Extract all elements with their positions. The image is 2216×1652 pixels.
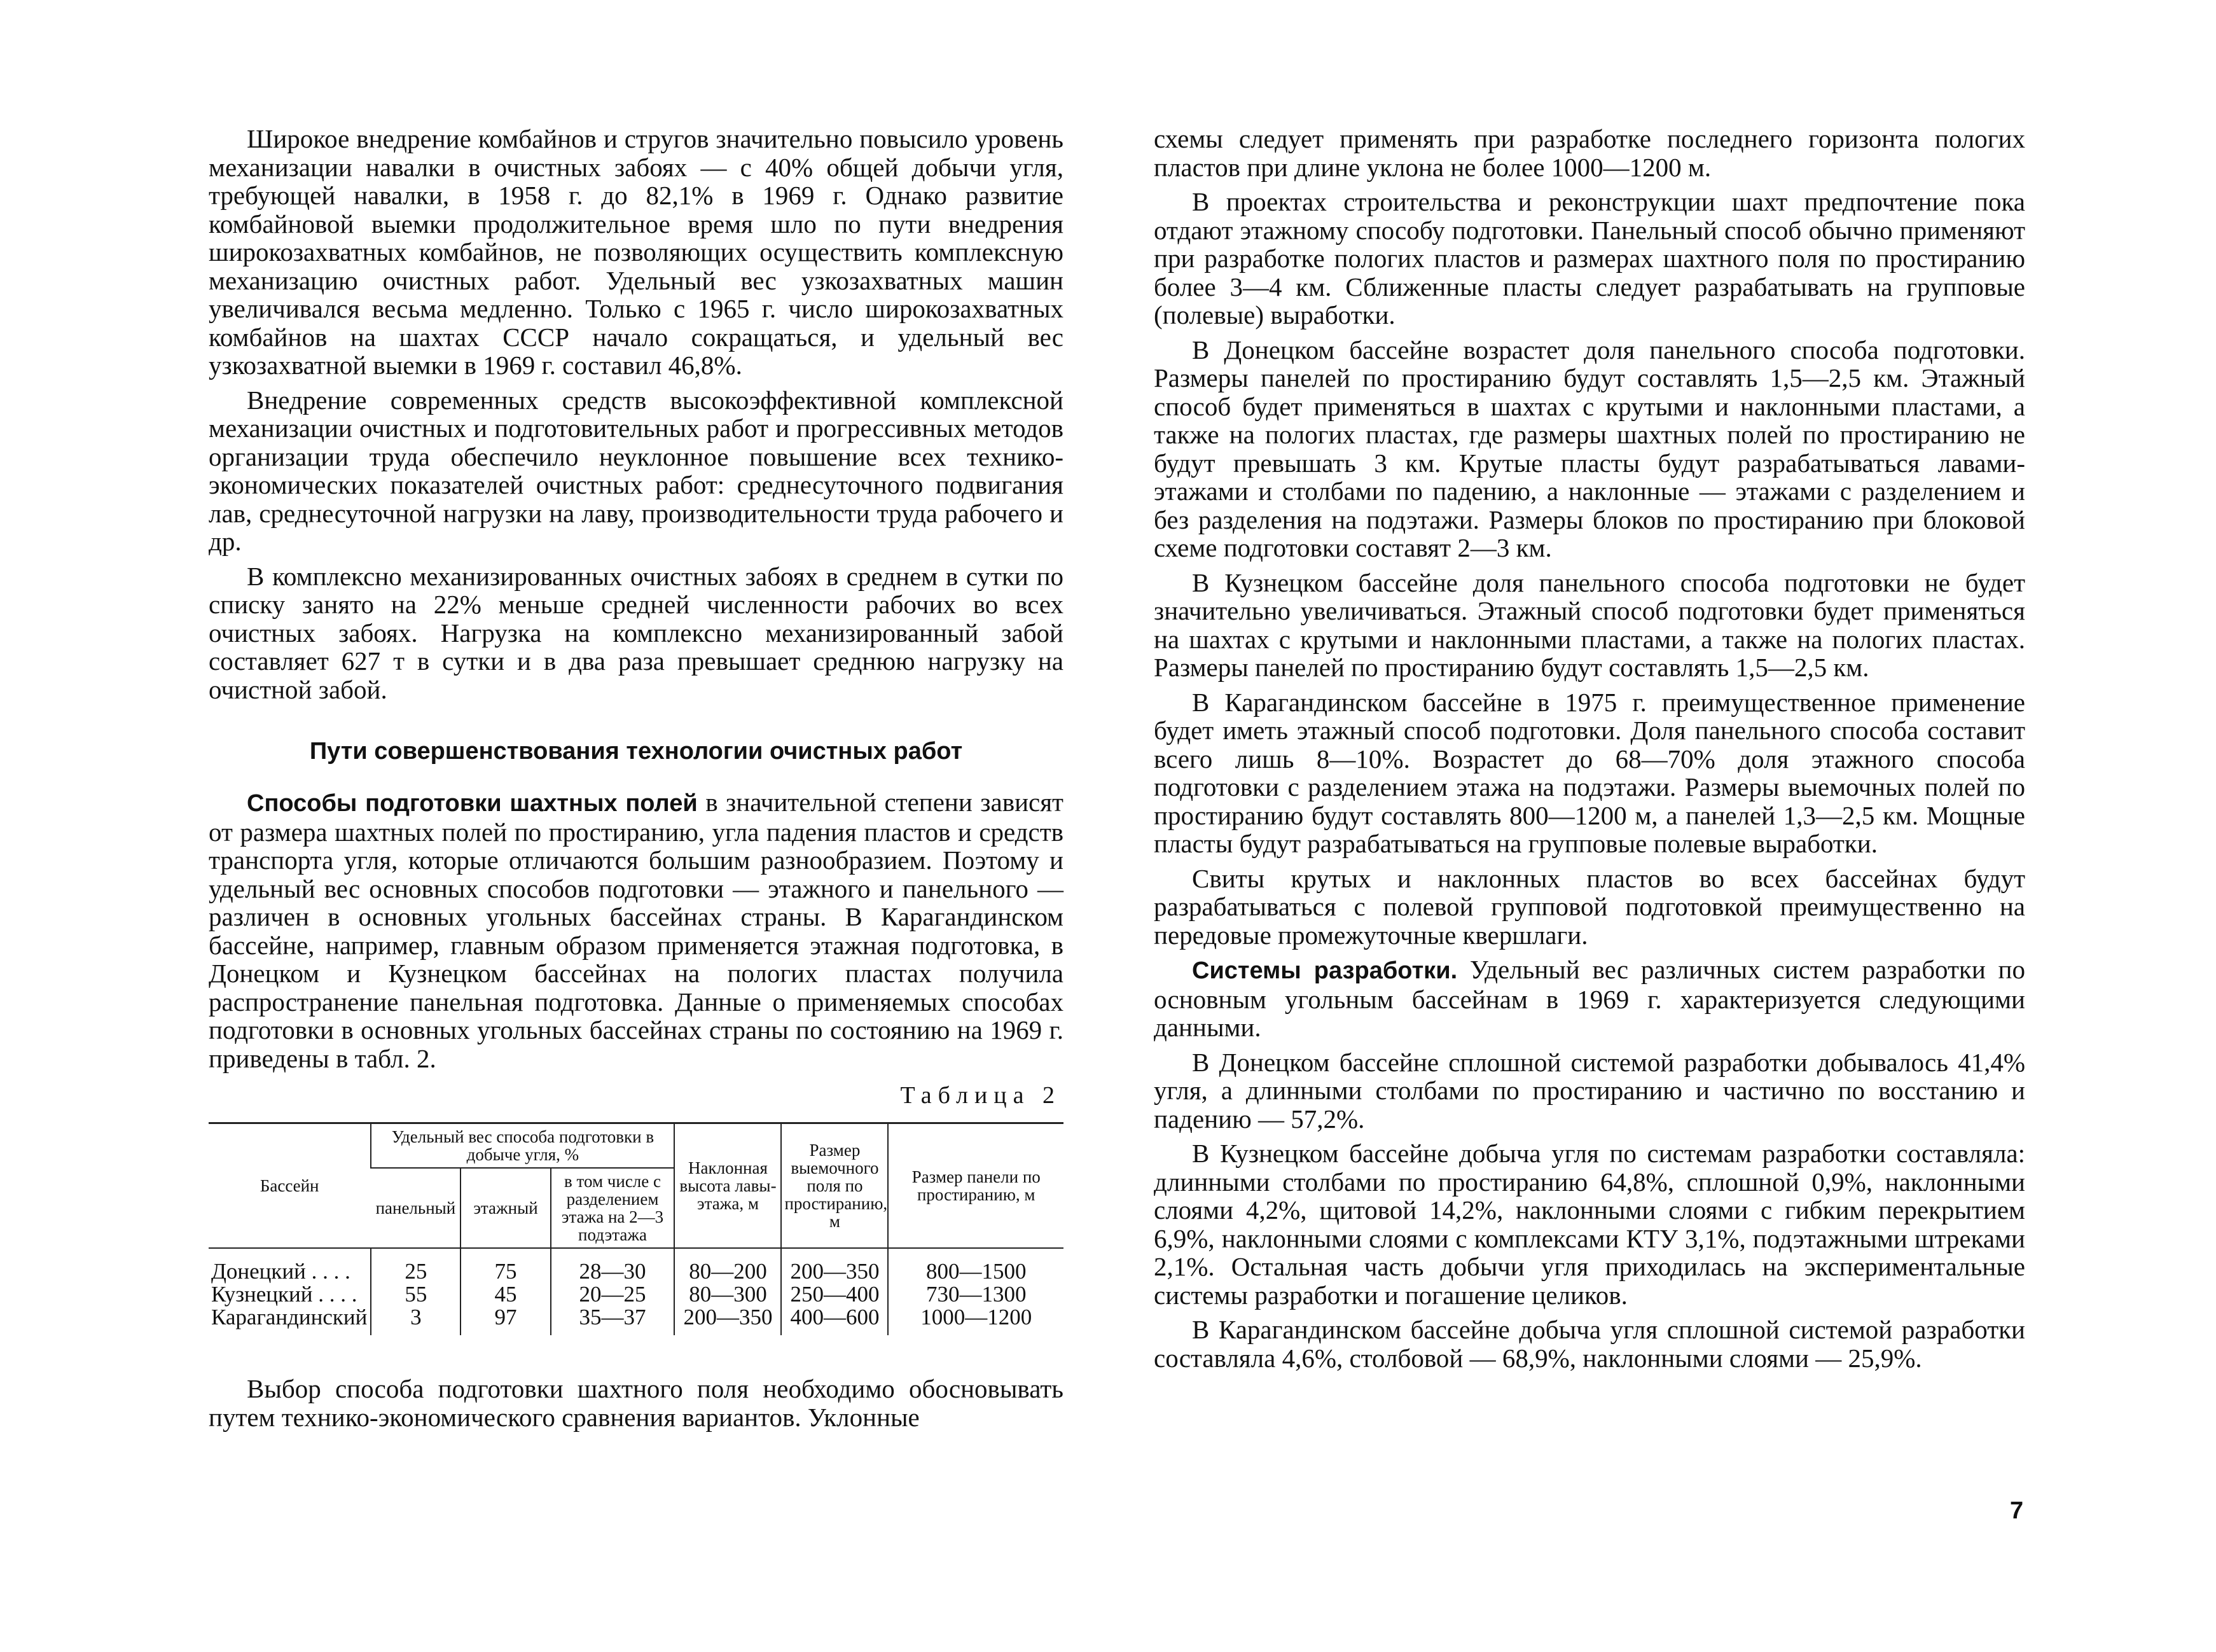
table-caption: Таблица 2 <box>900 1082 1061 1109</box>
header-panel-size: Размер панели по простиранию, м <box>888 1123 1063 1249</box>
cell-floor: 75 <box>461 1248 550 1283</box>
cell-panel-size: 730—1300 <box>888 1283 1063 1306</box>
header-basin: Бассейн <box>209 1123 371 1249</box>
cell-panel-size: 800—1500 <box>888 1248 1063 1283</box>
cell-field-size: 200—350 <box>781 1248 888 1283</box>
section-heading: Пути совершенствования технологии очистных работ <box>309 738 963 765</box>
paragraph-text: в значительной степени зависят от размера шахтных полей по простиранию, угла падения пластов и средств транспорта угля, которые отличаются большим разнообразием. Поэтому и удельный вес основных способов подготовки — этажного и панельного — различен в основных угольных бассейнах страны. В Карагандинском бассейне, например, главным образом применяется этажная подготовка, в Донецком и Кузнецком бассейнах на пологих пластах получила распространение панельная подготовка. Данные о применяемых способах подготовки в основных угольных бассейнах страны по состоянию на 1969 г. приведены в табл. 2. <box>209 788 1063 1073</box>
preparation-methods-table <box>209 1122 1063 1335</box>
paragraph: Свиты крутых и наклонных пластов во всех бассейнах будут разрабатываться с полевой групповой подготовкой преимущественно на передовые промежуточные квершлаги. <box>1154 863 2025 950</box>
paragraph: В Карагандинском бассейне в 1975 г. преимущественное применение будет иметь этажный способ подготовки. Доля панельного способа составит всего лишь 8—10%. Возрастет до 68—70% доля этажного способа подготовки с разделением этажа на подэтажи. Размеры выемочных полей по простиранию будут составлять 800—1200 м, а панелей 1,3—2,5 км. Мощные пласты будут разрабатываться на групповые полевые выработки. <box>1154 687 2025 858</box>
cell-panel-size: 1000—1200 <box>888 1306 1063 1335</box>
paragraph: Выбор способа подготовки шахтного поля необходимо обосновывать путем технико-экономического сравнения вариантов. Уклонные <box>209 1374 1063 1432</box>
cell-basin: Кузнецкий . . . . <box>211 1282 357 1307</box>
table-row <box>209 1283 1063 1306</box>
cell-field-size: 400—600 <box>781 1306 888 1335</box>
header-panel: панельный <box>371 1168 461 1248</box>
paragraph <box>1154 955 2025 1042</box>
paragraph: схемы следует применять при разработке последнего горизонта пологих пластов при длине уклона не более 1000—1200 м. <box>1154 124 2025 182</box>
cell-including: 35—37 <box>551 1306 675 1335</box>
right-column <box>1154 125 2025 1378</box>
paragraph: В Карагандинском бассейне добыча угля сплошной системой разработки составляла 4,6%, столбовой — 68,9%, наклонными слоями — 25,9%. <box>1154 1315 2025 1373</box>
header-height: Наклонная высота лавы-этажа, м <box>674 1123 781 1249</box>
run-in-heading: Способы подготовки шахтных полей <box>247 790 698 817</box>
paragraph: В комплексно механизированных очистных забоях в среднем в сутки по списку занято на 22% меньше средней численности рабочих во всех очистных забоях. Нагрузка на комплексно механизированный забой составляет 627 т в сутки и в два раза превышает среднюю нагрузку на очистной забой. <box>209 561 1063 704</box>
paragraph: В Кузнецком бассейне доля панельного способа подготовки не будет значительно увеличиваться. Этажный способ подготовки будет применяться на шахтах с крутыми и наклонными пластами, а также на пологих пластах. Размеры панелей по простиранию будут составлять 1,5—2,5 км. <box>1154 567 2025 682</box>
cell-panel: 25 <box>371 1248 461 1283</box>
paragraph-text: Удельный вес различных систем разработки по основным угольным бассейнам в 1969 г. характеризуется следующими данными. <box>1154 955 2025 1042</box>
cell-panel: 3 <box>371 1306 461 1335</box>
cell-floor: 45 <box>461 1283 550 1306</box>
cell-panel: 55 <box>371 1283 461 1306</box>
header-including: в том числе с разделением этажа на 2—3 подэтажа <box>551 1168 675 1248</box>
paragraph <box>209 788 1063 1072</box>
table-row <box>209 1306 1063 1335</box>
cell-height: 200—350 <box>674 1306 781 1335</box>
page-number: 7 <box>2010 1497 2024 1524</box>
header-field-size: Размер выемочного поля по простиранию, м <box>781 1123 888 1249</box>
paragraph: В Кузнецком бассейне добыча угля по системам разработки составляла: длинными столбами по простиранию 64,8%, сплошной 0,9%, наклонными слоями 4,2%, щитовой 14,2%, наклонными слоями с гибким перекрытием 6,9%, наклонными слоями с комплексами КТУ 3,1%, подэтажными штреками 2,1%. Остальная часть добычи угля приходилась на экспериментальные системы разработки и погашение целиков. <box>1154 1139 2025 1310</box>
header-floor: этажный <box>461 1168 550 1248</box>
run-in-heading: Системы разработки. <box>1192 957 1458 984</box>
cell-including: 20—25 <box>551 1283 675 1306</box>
cell-basin: Донецкий . . . . <box>211 1259 350 1284</box>
paragraph: Внедрение современных средств высокоэффективной комплексной механизации очистных и подготовительных работ и прогрессивных методов организации труда обеспечило неуклонное повышение всех технико-экономических показателей очистных работ: среднесуточного подвигания лав, среднесуточной нагрузки на лаву, производительности труда рабочего и др. <box>209 385 1063 556</box>
header-share: Удельный вес способа подготовки в добыче угля, % <box>371 1123 674 1169</box>
table-row <box>209 1248 1063 1283</box>
cell-including: 28—30 <box>551 1248 675 1283</box>
cell-basin: Карагандинский <box>211 1305 368 1329</box>
paragraph: Широкое внедрение комбайнов и стругов значительно повысило уровень механизации навалки в очистных забоях — с 40% общей добычи угля, требующей навалки, в 1958 г. до 82,1% в 1969 г. Однако развитие комбайновой выемки продолжительное время шло по пути внедрения широкозахватных комбайнов, не позволяющих осуществить комплексную механизацию очистных работ. Удельный вес узкозахватных машин увеличивался весьма медленно. Только с 1965 г. число широкозахватных комбайнов на шахтах СССР начало сокращаться, и удельный вес узкозахватной выемки в 1969 г. составил 46,8%. <box>209 124 1063 380</box>
left-column <box>209 125 1063 1438</box>
cell-field-size: 250—400 <box>781 1283 888 1306</box>
cell-height: 80—300 <box>674 1283 781 1306</box>
paragraph: В Донецком бассейне возрастет доля панельного способа подготовки. Размеры панелей по простиранию будут составлять 1,5—2,5 км. Этажный способ будет применяться в шахтах с крутыми и наклонными пластами, а также на пологих пластах, где размеры шахтных полей по простиранию не будут превышать 3 км. Крутые пласты будут разрабатываться лавами-этажами и столбами по падению, а наклонные — этажами с разделением и без разделения на подэтажи. Размеры блоков по простиранию при блоковой схеме подготовки составят 2—3 км. <box>1154 335 2025 562</box>
cell-floor: 97 <box>461 1306 550 1335</box>
paragraph: В Донецком бассейне сплошной системой разработки добывалось 41,4% угля, а длинными столбами по простиранию и частично по восстанию и падению — 57,2%. <box>1154 1047 2025 1134</box>
cell-height: 80—200 <box>674 1248 781 1283</box>
paragraph: В проектах строительства и реконструкции шахт предпочтение пока отдают этажному способу подготовки. Панельный способ обычно применяют при разработке пологих пластов и размерах шахтного поля по простиранию более 3—4 км. Сближенные пласты следует разрабатывать на групповые (полевые) выработки. <box>1154 187 2025 330</box>
